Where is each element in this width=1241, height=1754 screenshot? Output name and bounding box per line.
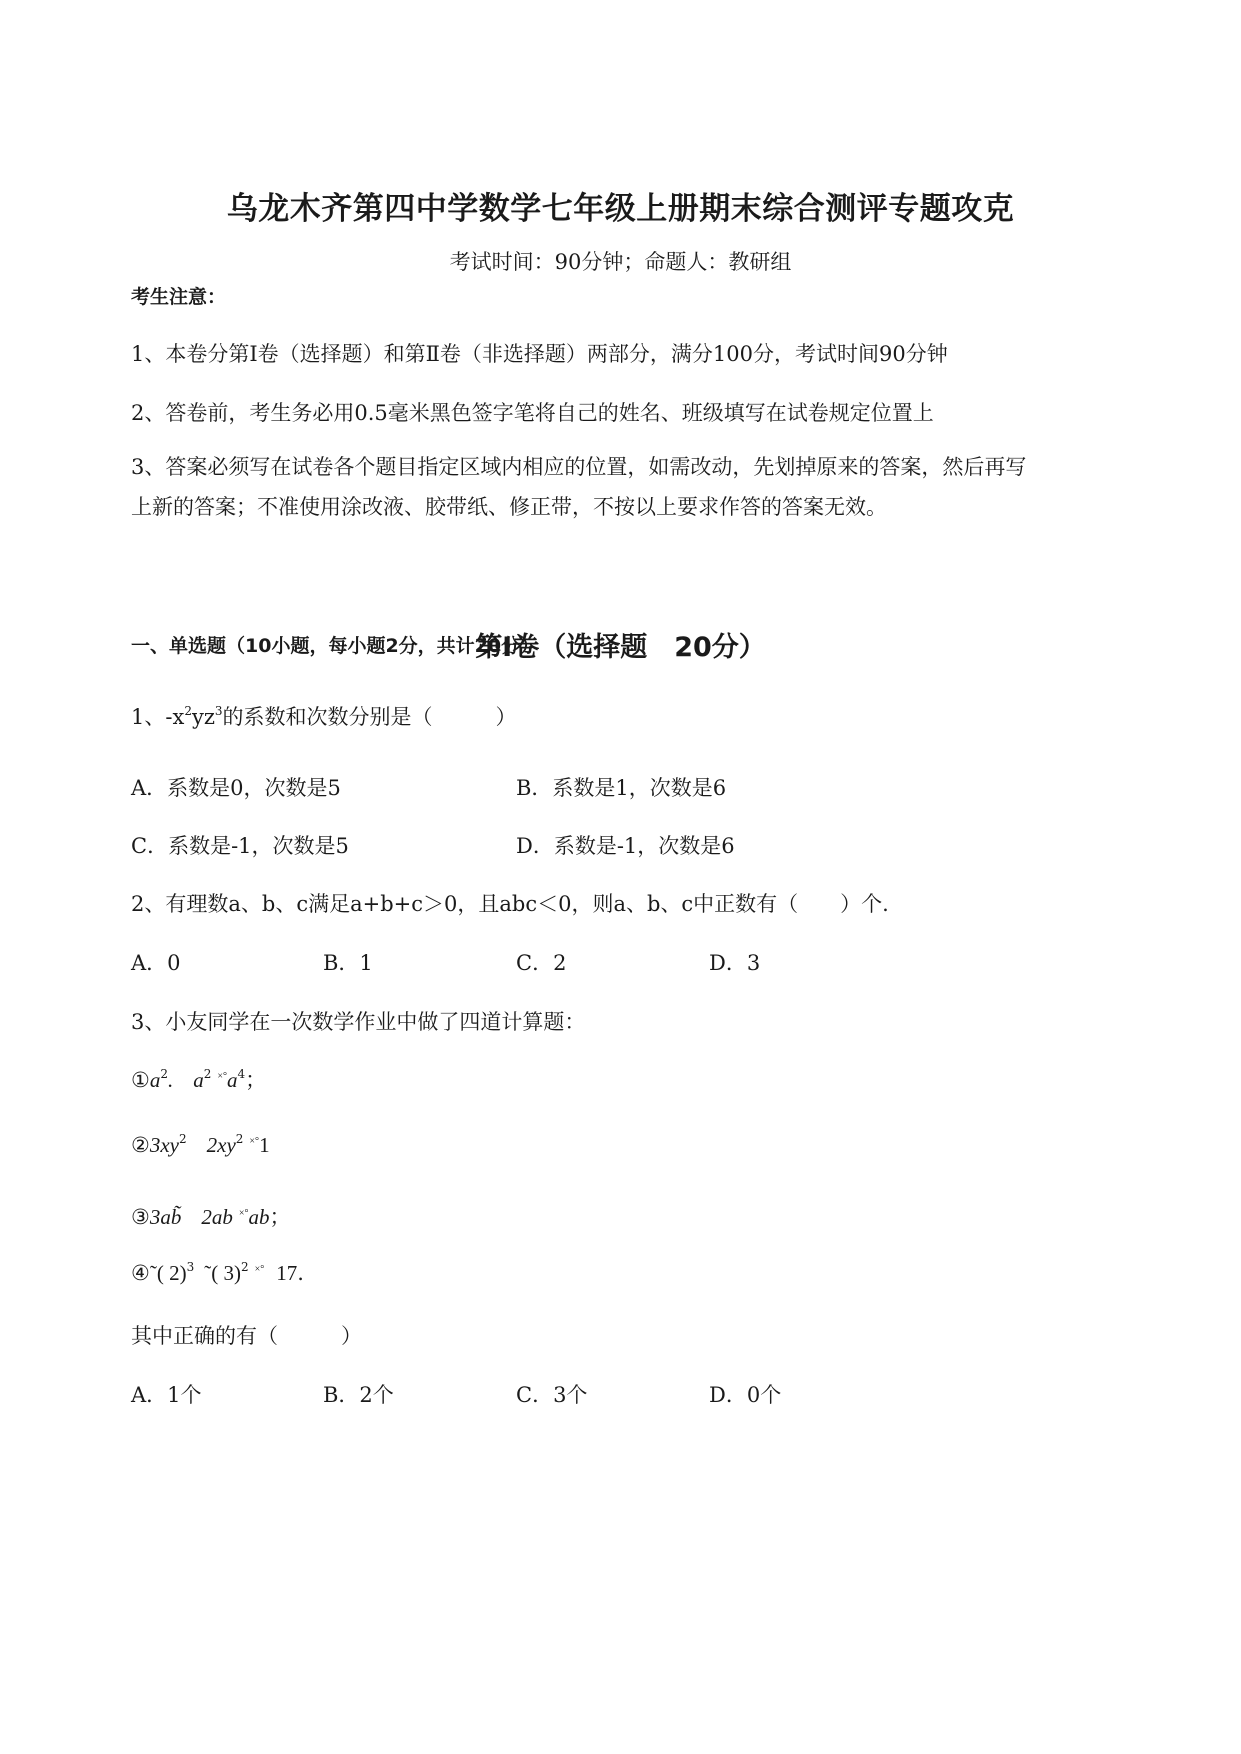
formula-2-term-a: 3xy [149, 1133, 179, 1157]
formula-4-sup-a: 3 [186, 1260, 195, 1274]
formula-1-term-b: a [193, 1068, 204, 1092]
question-2: 2、有理数a、b、c满足a+b+c＞0，且abc＜0，则a、b、c中正数有（ ）个. [131, 892, 889, 916]
formula-1-sup-b: 2 [203, 1067, 212, 1081]
formula-2-number: ② [131, 1133, 150, 1157]
q1-sup2: 3 [214, 704, 223, 718]
q3-formula-3 [131, 1201, 290, 1231]
q3-option-b[interactable]: B．2个 [323, 1383, 394, 1407]
q1-suffix: 的系数和次数分别是（ ） [222, 705, 517, 729]
formula-1-term-c: a [227, 1068, 238, 1092]
formula-1-dot: . [167, 1068, 174, 1092]
formula-2-sup-b: 2 [235, 1132, 244, 1146]
q1-option-a[interactable]: A．系数是0，次数是5 [131, 776, 341, 800]
q3-option-d[interactable]: D．0个 [709, 1383, 782, 1407]
formula-3-number: ③ [131, 1205, 150, 1229]
q2-option-c[interactable]: C．2 [516, 951, 567, 975]
q1-prefix: 1、-x [131, 705, 185, 729]
part-title: 一、单选题（10小题，每小题2分，共计20分） [131, 635, 540, 657]
formula-3-mark: ×° [238, 1208, 249, 1219]
q3-formula-2 [131, 1133, 270, 1158]
q2-option-d[interactable]: D．3 [709, 951, 761, 975]
notice-item-1: 1、本卷分第Ⅰ卷（选择题）和第Ⅱ卷（非选择题）两部分，满分100分，考试时间90分钟 [131, 342, 948, 366]
formula-4-term-b: ˜( 3) [204, 1261, 241, 1285]
formula-2-term-b: 2xy [206, 1133, 236, 1157]
q3-option-c[interactable]: C．3个 [516, 1383, 588, 1407]
exam-info: 考试时间：90分钟；命题人：教研组 [449, 250, 792, 274]
page-title: 乌龙木齐第四中学数学七年级上册期末综合测评专题攻克 [226, 191, 1015, 227]
formula-1-end: ； [245, 1068, 267, 1092]
q1-option-b[interactable]: B．系数是1，次数是6 [516, 776, 727, 800]
q1-option-d[interactable]: D．系数是-1，次数是6 [516, 834, 735, 858]
q1-mid: yz [191, 705, 215, 729]
question-3: 3、小友同学在一次数学作业中做了四道计算题： [131, 1010, 586, 1034]
formula-4-number: ④ [131, 1261, 150, 1285]
question-1 [131, 701, 517, 731]
formula-1-number: ① [131, 1068, 150, 1092]
formula-2-term-c: 1 [259, 1133, 270, 1157]
q3-formula-1 [131, 1064, 266, 1094]
formula-2-sup-a: 2 [178, 1132, 187, 1146]
formula-3-term-c: ab [248, 1205, 270, 1229]
formula-1-sup-c: 4 [237, 1067, 246, 1081]
formula-1-mark: ×° [217, 1071, 227, 1082]
formula-2-mark: ×° [249, 1136, 260, 1147]
formula-3-term-b: 2ab [201, 1205, 233, 1229]
q1-option-c[interactable]: C．系数是-1，次数是5 [131, 834, 349, 858]
formula-4-end: . [297, 1261, 304, 1285]
q2-option-a[interactable]: A．0 [131, 951, 181, 975]
formula-4-term-a: ˜( 2) [149, 1261, 187, 1285]
q3-question: 其中正确的有（ ） [131, 1324, 362, 1348]
notice-item-2: 2、答卷前，考生务必用0.5毫米黑色签字笔将自己的姓名、班级填写在试卷规定位置上 [131, 401, 934, 425]
q2-option-b[interactable]: B．1 [323, 951, 373, 975]
section-title: 第Ⅰ卷（选择题 20分） [475, 632, 766, 663]
formula-1-sup-a: 2 [160, 1067, 168, 1081]
q3-formula-4 [131, 1261, 304, 1286]
formula-1-term-a: a [149, 1068, 161, 1092]
notice-heading: 考生注意： [131, 286, 227, 308]
formula-3-term-a: 3ab [149, 1205, 182, 1229]
notice-item-3: 3、答案必须写在试卷各个题目指定区域内相应的位置，如需改动，先划掉原来的答案，然后再写上新的答案；不准使用涂改液、胶带纸、修正带，不按以上要求作答的答案无效。 [131, 455, 1027, 519]
formula-4-term-c: 17 [276, 1261, 298, 1285]
formula-4-mark: ×° [254, 1264, 265, 1275]
q3-option-a[interactable]: A．1个 [131, 1383, 202, 1407]
q1-sup1: 2 [184, 704, 192, 718]
formula-4-sup-b: 2 [240, 1260, 249, 1274]
formula-3-end: ； [269, 1205, 291, 1229]
